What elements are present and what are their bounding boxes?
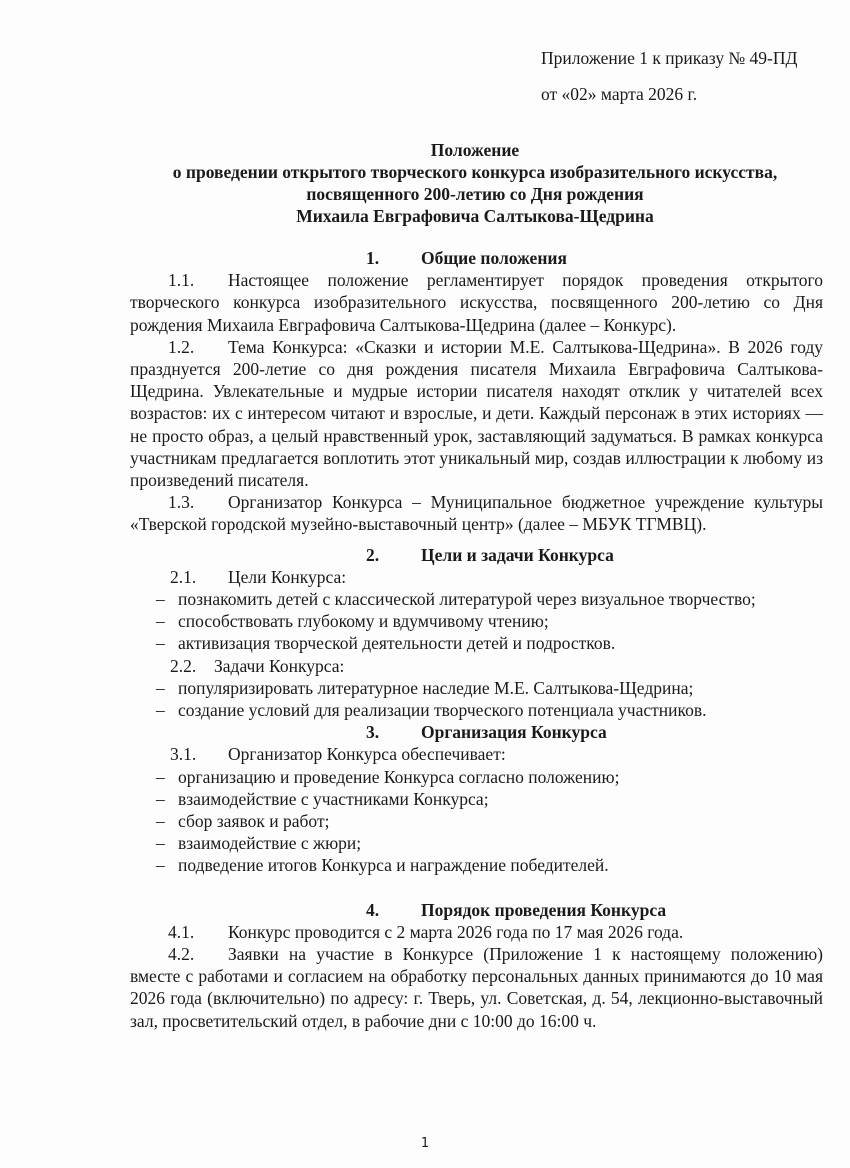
section-heading-1 <box>130 247 823 269</box>
section-title: Цели и задачи Конкурса <box>421 544 614 565</box>
section-number: 3. <box>366 722 380 743</box>
section-title: Общие положения <box>421 248 567 268</box>
paragraph-number: 1.2. <box>168 336 195 357</box>
dash-bullet-icon: – <box>156 833 165 854</box>
dash-bullet-icon: – <box>156 677 165 698</box>
paragraph-text: Настоящее положение регламентирует порядок проведения открытого творческого конкурса изобразительного искусства, посвященного 200-летию со Дня рождения Михаила Евграфовича Салтыкова-Щедрина (далее – Конкурс). <box>130 270 823 335</box>
list-item <box>130 854 823 876</box>
subsection-2-2 <box>130 655 823 677</box>
list-item-text: организацию и проведение Конкурса согласно положению; <box>178 766 620 787</box>
section-title: Порядок проведения Конкурса <box>421 899 667 920</box>
section-title: Организация Конкурса <box>421 722 607 743</box>
section-number: 1. <box>366 248 380 268</box>
list-item-text: сбор заявок и работ; <box>178 811 330 832</box>
list-item-text: способствовать глубокому и вдумчивому чтению; <box>178 611 549 632</box>
section-heading-2 <box>130 544 823 566</box>
title-line-3: посвященного 200-летию со Дня рождения <box>306 184 644 204</box>
section-heading-3 <box>130 721 823 743</box>
paragraph-number: 3.1. <box>170 744 197 765</box>
list-item-text: взаимодействие с жюри; <box>178 833 362 854</box>
title-line-1: Положение <box>430 140 520 160</box>
title-line-4: Михаила Евграфовича Салтыкова-Щедрина <box>296 206 654 226</box>
order-reference <box>541 40 797 112</box>
dash-bullet-icon: – <box>156 855 165 876</box>
list-item <box>130 810 823 832</box>
section-heading-4 <box>130 899 823 921</box>
paragraph-4-2 <box>130 943 823 1032</box>
list-item-text: взаимодействие с участниками Конкурса; <box>178 788 489 809</box>
dash-bullet-icon: – <box>156 589 165 610</box>
paragraph-number: 1.3. <box>168 492 195 513</box>
paragraph-text: Заявки на участие в Конкурсе (Приложение 1 к настоящему положению) вместе с работами и согласием на обработку персональных данных принимаются до 10 мая 2026 года (включительно) по адресу: г. Тверь, ул. Советская, д. 54, лекционно-выставочный зал, просветительский отдел, в рабочие дни с 10:00 до 16:00 ч. <box>130 944 823 1031</box>
document-body <box>130 247 823 1032</box>
list-item <box>130 788 823 810</box>
dash-bullet-icon: – <box>156 788 165 809</box>
list-item-text: создание условий для реализации творческого потенциала участников. <box>178 700 707 721</box>
list-item-text: активизация творческой деятельности детей и подростков. <box>178 633 616 654</box>
section-number: 2. <box>366 544 380 565</box>
paragraph-number: 2.2. <box>170 655 197 676</box>
list-item <box>130 632 823 654</box>
paragraph-number: 4.2. <box>168 944 195 965</box>
dash-bullet-icon: – <box>156 811 165 832</box>
subsection-label: Организатор Конкурса обеспечивает: <box>228 744 506 765</box>
list-item <box>130 766 823 788</box>
document-title <box>100 139 850 227</box>
dash-bullet-icon: – <box>156 766 165 787</box>
list-item-text: подведение итогов Конкурса и награждение победителей. <box>178 855 609 876</box>
paragraph-1-1 <box>130 269 823 336</box>
order-date-line: от «02» марта 2026 г. <box>541 84 698 104</box>
list-item <box>130 832 823 854</box>
subsection-2-1 <box>130 566 823 588</box>
paragraph-1-3 <box>130 491 823 535</box>
list-item-text: познакомить детей с классической литературой через визуальное творчество; <box>178 589 756 610</box>
list-item <box>130 588 823 610</box>
subsection-label: Цели Конкурса: <box>228 566 347 587</box>
page-number: 1 <box>420 1136 430 1151</box>
paragraph-number: 2.1. <box>170 566 197 587</box>
dash-bullet-icon: – <box>156 611 165 632</box>
paragraph-text: Организатор Конкурса – Муниципальное бюджетное учреждение культуры «Тверской городской музейно-выставочный центр» (далее – МБУК ТГМВЦ). <box>130 492 823 535</box>
paragraph-text: Конкурс проводится с 2 марта 2026 года по 17 мая 2026 года. <box>228 921 684 942</box>
section-number: 4. <box>366 899 380 920</box>
paragraph-text: Тема Конкурса: «Сказки и истории М.Е. Салтыкова-Щедрина». В 2026 году празднуется 200-летие со дня рождения писателя Михаила Евграфовича Салтыкова-Щедрина. Увлекательные и мудрые истории писателя находят отклик у читателей всех возрастов: их с интересом читают и взрослые, и дети. Каждый персонаж в этих историях — не просто образ, а целый нравственный урок, заставляющий задуматься. В рамках конкурса участникам предлагается воплотить этот уникальный мир, создав иллюстрации к любому из произведений писателя. <box>130 336 823 491</box>
order-appendix-line: Приложение 1 к приказу № 49-ПД <box>541 48 798 68</box>
dash-bullet-icon: – <box>156 700 165 721</box>
list-item-text: популяризировать литературное наследие М.Е. Салтыкова-Щедрина; <box>178 677 694 698</box>
subsection-3-1 <box>130 743 823 765</box>
paragraph-number: 4.1. <box>168 921 195 942</box>
paragraph-number: 1.1. <box>168 270 195 291</box>
dash-bullet-icon: – <box>156 633 165 654</box>
paragraph-1-2 <box>130 336 823 491</box>
list-item <box>130 677 823 699</box>
list-item <box>130 610 823 632</box>
subsection-label: Задачи Конкурса: <box>214 655 345 676</box>
title-line-2: о проведении открытого творческого конкурса изобразительного искусства, <box>172 162 778 182</box>
paragraph-4-1 <box>130 921 823 943</box>
list-item <box>130 699 823 721</box>
